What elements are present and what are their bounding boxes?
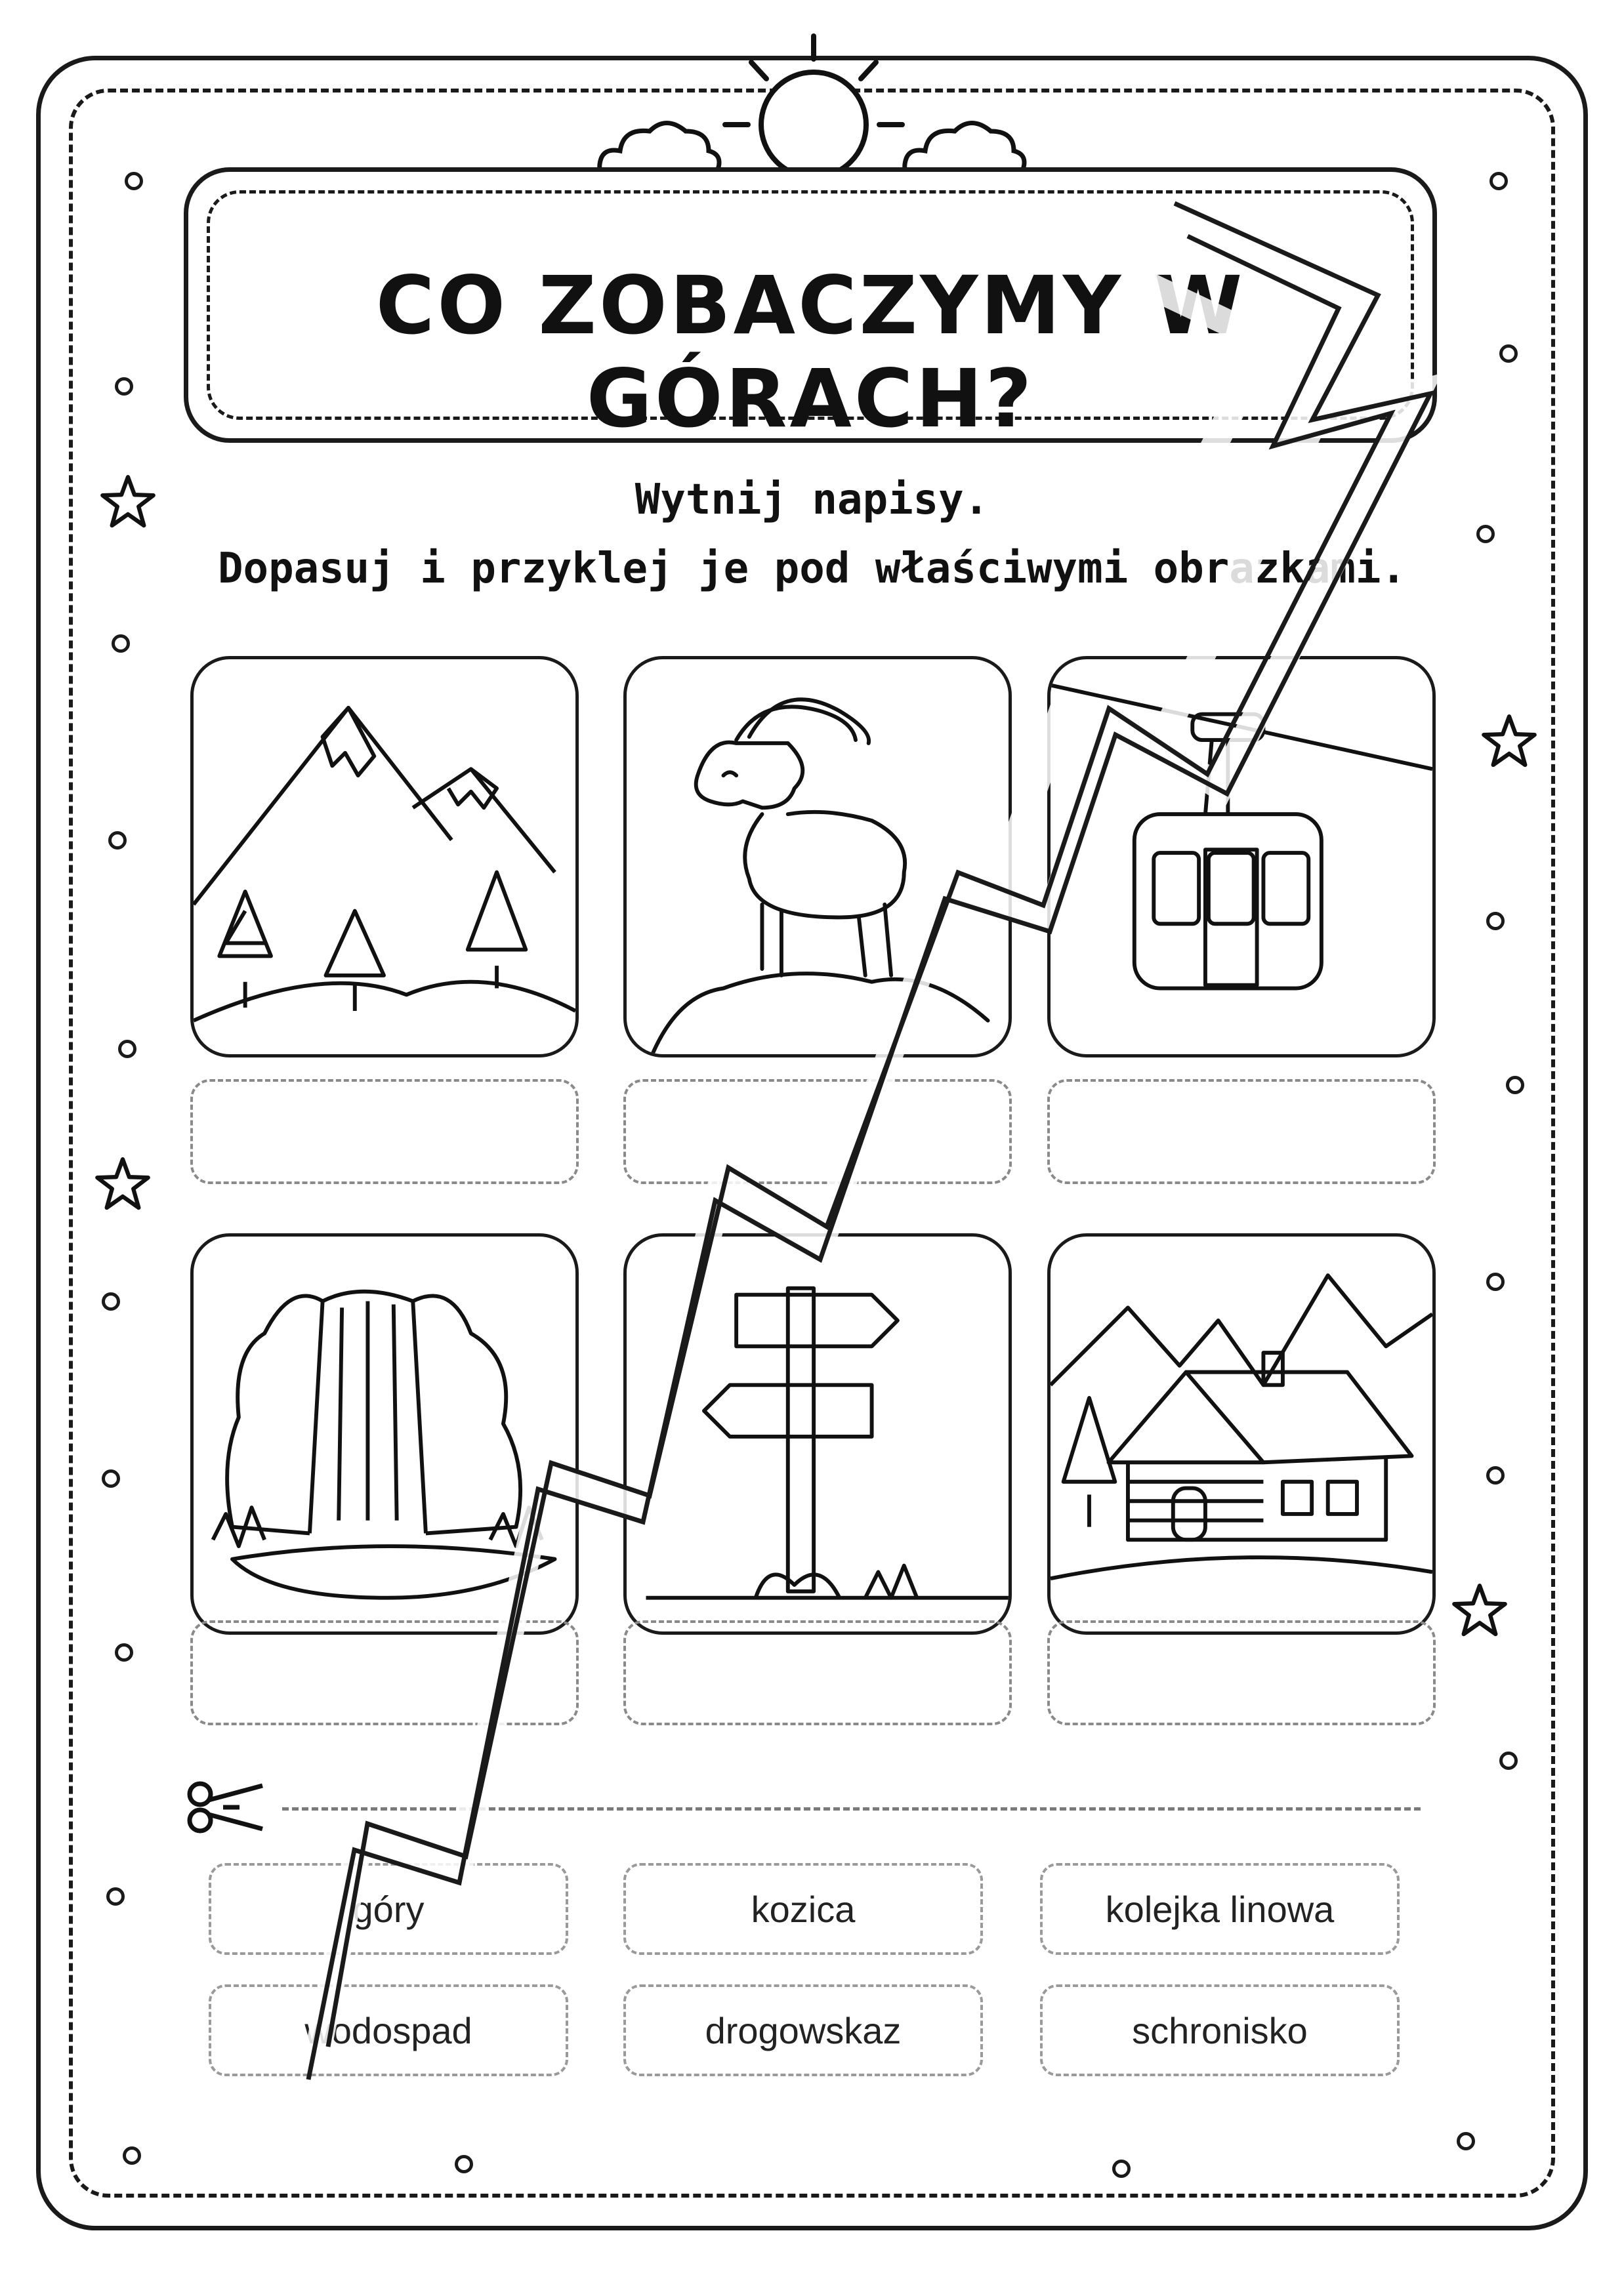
decor-dot [108,831,127,850]
decor-dot [1499,1752,1518,1770]
star-icon [98,472,157,531]
waterfall-icon [194,1237,575,1631]
decor-dot [455,2155,473,2173]
decor-dot [118,1040,136,1058]
label-gory[interactable]: góry [209,1863,568,1955]
label-kozica[interactable]: kozica [623,1863,983,1955]
decor-dot [106,1887,125,1906]
decor-dot [125,172,143,190]
answer-slot-6 [1047,1620,1436,1725]
decor-dot [102,1469,120,1488]
decor-dot [115,377,133,396]
label-drogowskaz[interactable]: drogowskaz [623,1984,983,2076]
star-icon [93,1155,152,1214]
decor-dot [1506,1076,1524,1094]
decor-dot [1486,1466,1505,1485]
answer-slot-2 [623,1079,1012,1184]
picture-signpost [623,1233,1012,1635]
instruction-line-1: Wytnij napisy. [635,476,989,524]
picture-mountains [190,656,579,1057]
cut-line [282,1807,1421,1811]
decor-dot [1499,344,1518,363]
decor-dot [102,1292,120,1311]
scissors-icon [184,1778,269,1837]
decor-dot [1486,1273,1505,1291]
instruction-line-2: Dopasuj i przyklej je pod właściwymi obrazkami. [218,544,1406,593]
decor-dot [1489,172,1508,190]
decor-dot [1457,2132,1475,2150]
answer-slot-1 [190,1079,579,1184]
decor-dot [123,2146,141,2165]
decor-dot [112,634,130,653]
star-icon [1480,712,1539,771]
picture-mountain-hut [1047,1233,1436,1635]
picture-cable-car [1047,656,1436,1057]
label-kolejka-linowa[interactable]: kolejka linowa [1040,1863,1400,1955]
label-wodospad[interactable]: wodospad [209,1984,568,2076]
decor-dot [1486,912,1505,930]
cable-car-icon [1051,659,1432,1054]
mountains-icon [194,659,575,1054]
decor-dot [1112,2160,1131,2178]
decor-dot [115,1643,133,1662]
picture-waterfall [190,1233,579,1635]
page-title: CO ZOBACZYMY W GÓRACH? [375,259,1245,445]
mountain-goat-icon [627,659,1009,1054]
decor-dot [1476,525,1495,543]
answer-slot-5 [623,1620,1012,1725]
answer-slot-4 [190,1620,579,1725]
answer-slot-3 [1047,1079,1436,1184]
picture-mountain-goat [623,656,1012,1057]
label-schronisko[interactable]: schronisko [1040,1984,1400,2076]
mountain-hut-icon [1051,1237,1432,1631]
star-icon [1450,1581,1509,1640]
signpost-icon [627,1237,1009,1631]
